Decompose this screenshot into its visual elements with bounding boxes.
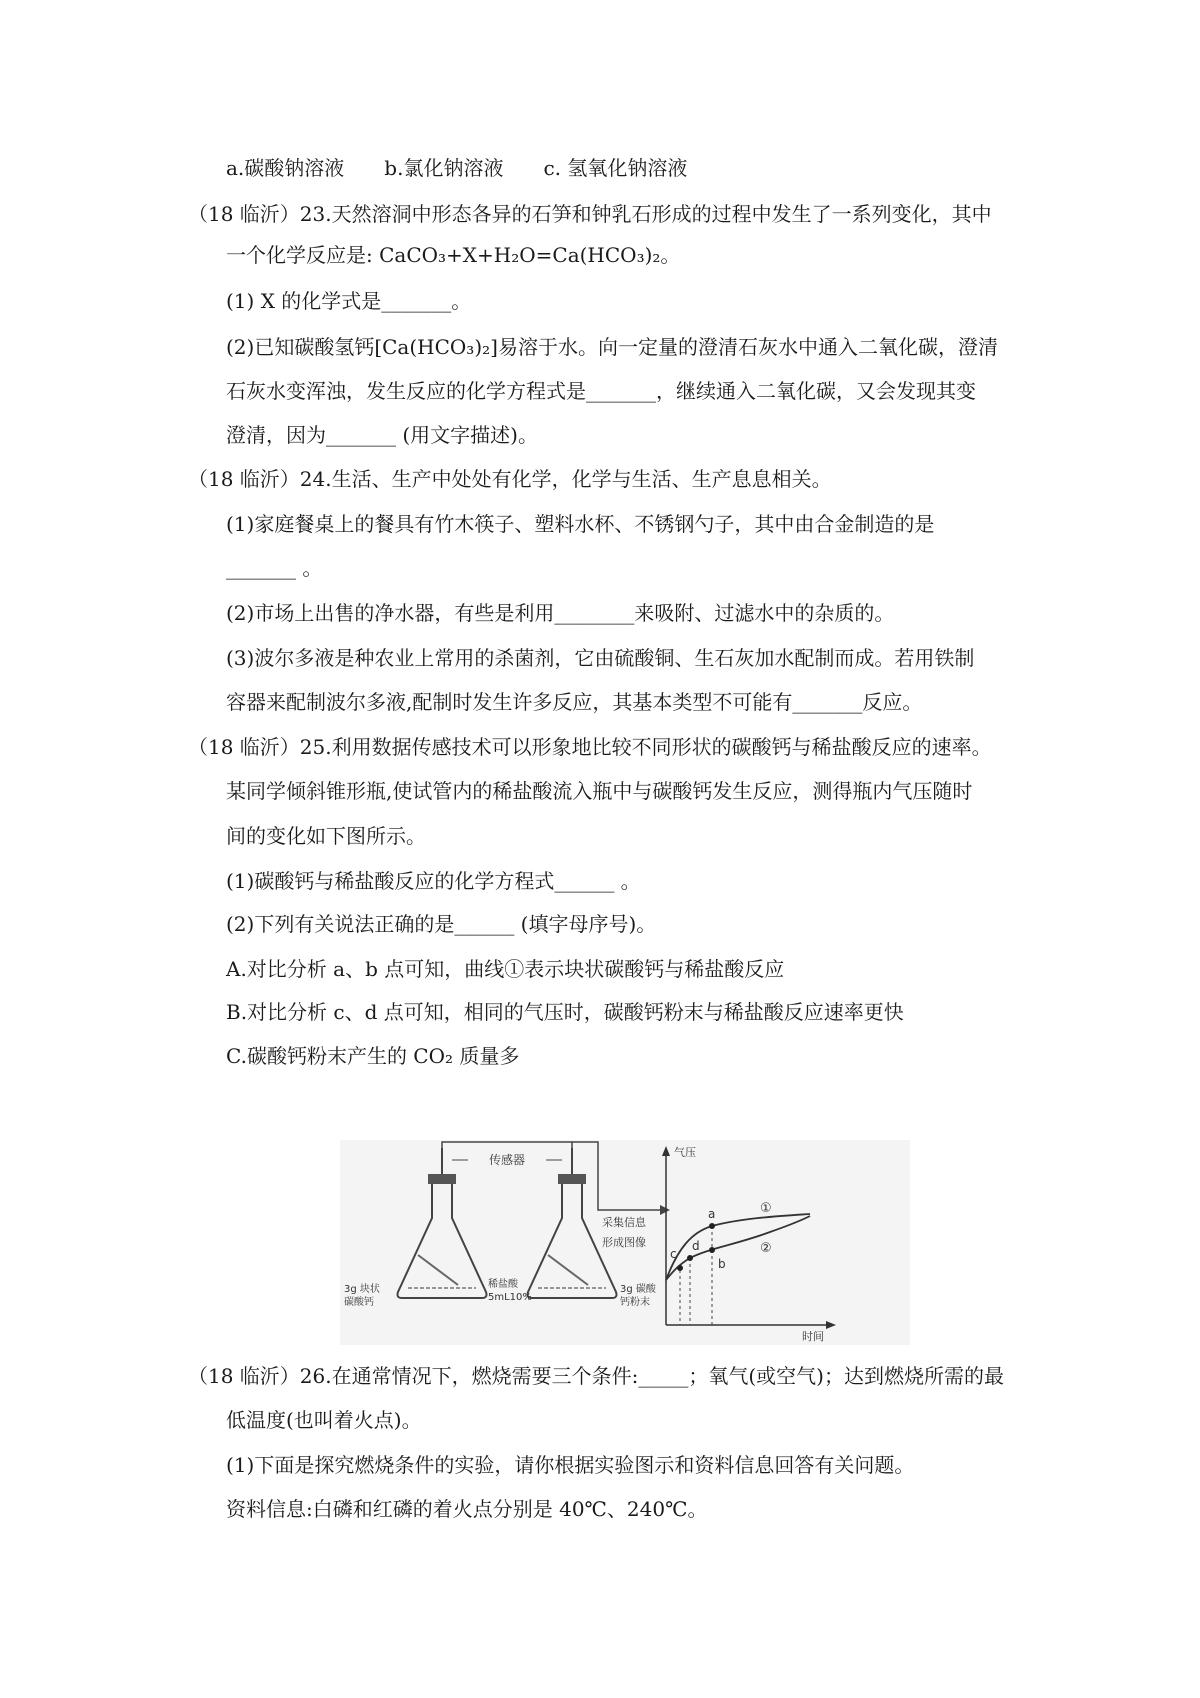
left-flask-label-1: 3g 块状 [344, 1284, 380, 1295]
q23-stem-line1: （18 临沂）23.天然溶洞中形态各异的石笋和钟乳石形成的过程中发生了一系列变化，其中 [188, 202, 992, 226]
q25-part1: (1)碳酸钙与稀盐酸反应的化学方程式______ 。 [226, 869, 641, 893]
point-b [709, 1247, 715, 1253]
q25-stem-line2: 某同学倾斜锥形瓶,使试管内的稀盐酸流入瓶中与碳酸钙发生反应，测得瓶内气压随时 [226, 779, 973, 803]
q25-part2: (2)下列有关说法正确的是______ (填字母序号)。 [226, 912, 657, 936]
q25-option-b: B.对比分析 c、d 点可知，相同的气压时，碳酸钙粉末与稀盐酸反应速率更快 [226, 1000, 904, 1024]
right-flask-label-2: 钙粉末 [620, 1297, 650, 1308]
collect-label-1: 采集信息 [602, 1216, 646, 1229]
curve-1-label: ① [760, 1201, 772, 1216]
q24-part3-line1: (3)波尔多液是种农业上常用的杀菌剂，它由硫酸铜、生石灰加水配制而成。若用铁制 [226, 646, 975, 670]
point-a [709, 1223, 715, 1229]
point-d [687, 1255, 693, 1261]
q23-part2-line1: (2)已知碳酸氢钙[Ca(HCO₃)₂]易溶于水。向一定量的澄清石灰水中通入二氧化碳，澄清 [226, 335, 998, 359]
sensor-label: 传感器 [488, 1153, 526, 1167]
q25-stem-line3: 间的变化如下图所示。 [226, 824, 426, 848]
point-c [677, 1265, 683, 1271]
curve-2-label: ② [760, 1241, 772, 1256]
q23-stem-line2: 一个化学反应是: CaCO₃+X+H₂O=Ca(HCO₃)₂。 [226, 243, 681, 267]
q25-option-a: A.对比分析 a、b 点可知，曲线①表示块状碳酸钙与稀盐酸反应 [226, 957, 785, 981]
q24-stem: （18 临沂）24.生活、生产中处处有化学，化学与生活、生产息息相关。 [188, 467, 832, 491]
q25-option-c: C.碳酸钙粉末产生的 CO₂ 质量多 [226, 1044, 520, 1068]
q26-part1: (1)下面是探究燃烧条件的实验，请你根据实验图示和资料信息回答有关问题。 [226, 1453, 915, 1477]
q24-part1-line2: _______ 。 [226, 556, 323, 580]
point-d-label: d [692, 1239, 700, 1253]
q24-part2: (2)市场上出售的净水器，有些是利用________来吸附、过滤水中的杂质的。 [226, 601, 895, 625]
collect-label-2: 形成图像 [602, 1236, 646, 1249]
q24-part3-line2: 容器来配制波尔多液,配制时发生许多反应，其基本类型不可能有_______反应。 [226, 690, 923, 714]
x-axis-label: 时间 [802, 1330, 824, 1343]
acid-label-2: 5mL10% [488, 1292, 532, 1303]
acid-label-1: 稀盐酸 [488, 1279, 518, 1290]
q26-info: 资料信息:白磷和红磷的着火点分别是 40℃、240℃。 [226, 1497, 708, 1521]
q26-stem-line1: （18 临沂）26.在通常情况下，燃烧需要三个条件:_____；氧气(或空气)；达到燃烧所需的最 [188, 1364, 1004, 1388]
left-flask-label-2: 碳酸钙 [344, 1297, 374, 1308]
y-axis-label: 气压 [674, 1146, 696, 1159]
point-b-label: b [718, 1257, 726, 1271]
q24-part1-line1: (1)家庭餐桌上的餐具有竹木筷子、塑料水杯、不锈钢勺子，其中由合金制造的是 [226, 512, 935, 536]
q26-stem-line2: 低温度(也叫着火点)。 [226, 1408, 422, 1432]
right-flask-label-1: 3g 碳酸 [620, 1284, 656, 1295]
experiment-figure [340, 1140, 910, 1345]
q23-part1: (1) X 的化学式是_______。 [226, 289, 472, 313]
top-options-line: a.碳酸钠溶液 b.氯化钠溶液 c. 氢氧化钠溶液 [226, 156, 688, 180]
point-c-label: c [670, 1247, 677, 1261]
q23-part2-line3: 澄清，因为_______ (用文字描述)。 [226, 423, 538, 447]
q23-part2-line2: 石灰水变浑浊，发生反应的化学方程式是_______，继续通入二氧化碳，又会发现其变 [226, 379, 976, 403]
point-a-label: a [708, 1207, 716, 1221]
apparatus-and-pressure-graph [340, 1140, 910, 1345]
q25-stem-line1: （18 临沂）25.利用数据传感技术可以形象地比较不同形状的碳酸钙与稀盐酸反应的速率。 [188, 735, 992, 759]
